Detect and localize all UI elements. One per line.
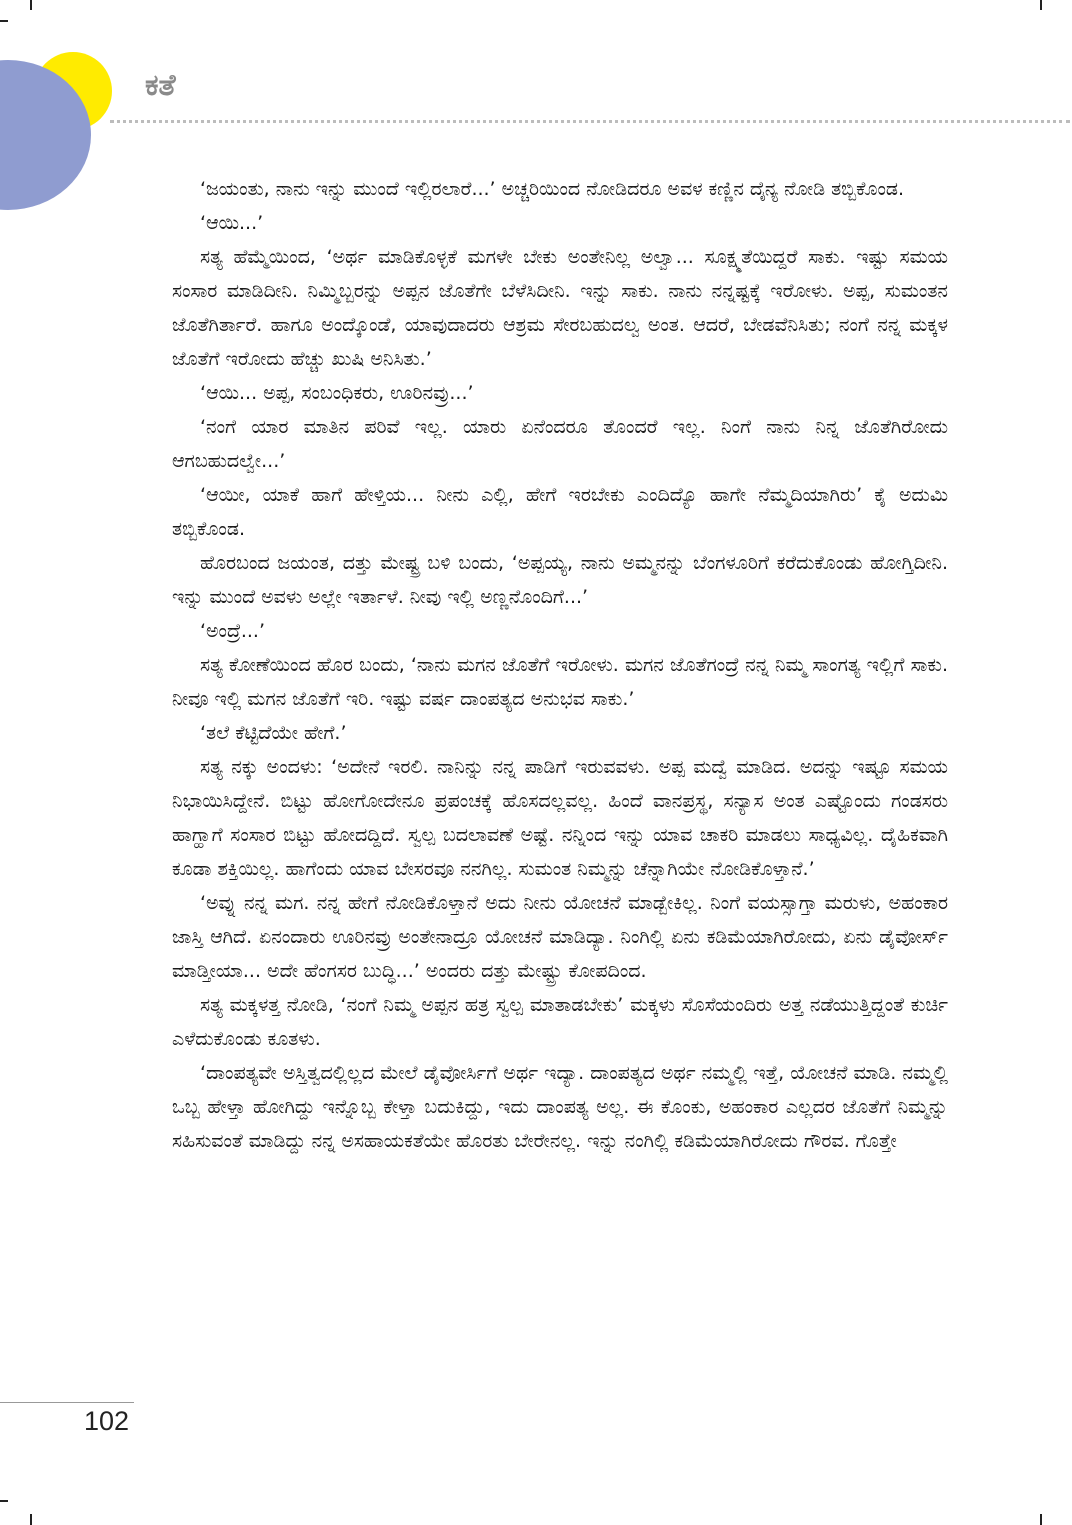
paragraph: ‘ತಲೆ ಕೆಟ್ಟಿದೆಯೇ ಹೇಗೆ.’ — [200, 722, 347, 744]
paragraph: ‘ಆಯೀ, ಯಾಕೆ ಹಾಗೆ ಹೇಳ್ತಿಯ... ನೀನು ಎಲ್ಲಿ, ಹೇಗೆ ಇರಬೇಕು ಎಂದಿದ್ಯೊ ಹಾಗೇ ನೆಮ್ಮದಿಯಾಗಿರು’ ಕೈ ಅದುಮಿ ತಬ್ಬಿಕೊಂಡ. — [172, 484, 948, 540]
paragraph: ಸತ್ಯ ನಕ್ಕು ಅಂದಳು: ‘ಅದೇನೆ ಇರಲಿ. ನಾನಿನ್ನು ನನ್ನ ಪಾಡಿಗೆ ಇರುವವಳು. ಅಪ್ಪ ಮದ್ವೆ ಮಾಡಿದ. ಅದನ್ನು ಇಷ್ಟೂ ಸಮಯ ನಿಭಾಯಿಸಿದ್ದೇನೆ. ಬಿಟ್ಟು ಹೋಗೋದೇನೂ ಪ್ರಪಂಚಕ್ಕೆ ಹೊಸದಲ್ಲವಲ್ಲ. ಹಿಂದೆ ವಾನಪ್ರಸ್ಥ, ಸನ್ಯಾಸ ಅಂತ ಎಷ್ಟೊಂದು ಗಂಡಸರು ಹಾಗ್ಹಾಗೆ ಸಂಸಾರ ಬಿಟ್ಟು ಹೋದದ್ದಿದೆ. ಸ್ವಲ್ಪ ಬದಲಾವಣೆ ಅಷ್ಟೆ. ನನ್ನಿಂದ ಇನ್ನು ಯಾವ ಚಾಕರಿ ಮಾಡಲು ಸಾಧ್ಯವಿಲ್ಲ. ದೈಹಿಕವಾಗಿ ಕೂಡಾ ಶಕ್ತಿಯಿಲ್ಲ. ಹಾಗೆಂದು ಯಾವ ಬೇಸರವೂ ನನಗಿಲ್ಲ. ಸುಮಂತ ನಿಮ್ಮನ್ನು ಚೆನ್ನಾಗಿಯೇ ನೋಡಿಕೊಳ್ತಾನೆ.’ — [172, 756, 948, 880]
paragraph: ಸತ್ಯ ಹೆಮ್ಮೆಯಿಂದ, ‘ಅರ್ಥ ಮಾಡಿಕೊಳ್ಳಕೆ ಮಗಳೇ ಬೇಕು ಅಂತೇನಿಲ್ಲ ಅಲ್ವಾ... ಸೂಕ್ಷ್ಮತೆಯಿದ್ದರೆ ಸಾಕು. ಇಷ್ಟು ಸಮಯ ಸಂಸಾರ ಮಾಡಿದೀನಿ. ನಿಮ್ಮಿಬ್ಬರನ್ನು ಅಪ್ಪನ ಜೊತೆಗೇ ಬೆಳೆಸಿದೀನಿ. ಇನ್ನು ಸಾಕು. ನಾನು ನನ್ನಷ್ಟಕ್ಕೆ ಇರೋಳು. ಅಪ್ಪ, ಸುಮಂತನ ಜೊತೆಗಿರ್ತಾರೆ. ಹಾಗೂ ಅಂದ್ಕೊಂಡೆ, ಯಾವುದಾದರು ಆಶ್ರಮ ಸೇರಬಹುದಲ್ವ ಅಂತ. ಆದರೆ, ಬೇಡವೆನಿಸಿತು; ನಂಗೆ ನನ್ನ ಮಕ್ಕಳ ಜೊತೆಗೆ ಇರೋದು ಹೆಚ್ಚು ಖುಷಿ ಅನಿಸಿತು.’ — [172, 246, 948, 370]
crop-mark — [30, 1514, 32, 1525]
section-title: ಕತೆ — [145, 68, 176, 103]
paragraph: ‘ಆಯಿ... ಅಪ್ಪ, ಸಂಬಂಧಿಕರು, ಊರಿನವ್ರು...’ — [200, 382, 474, 404]
paragraph: ‘ದಾಂಪತ್ಯವೇ ಅಸ್ತಿತ್ವದಲ್ಲಿಲ್ಲದ ಮೇಲೆ ಡೈವೋರ್ಸಿಗೆ ಅರ್ಥ ಇದ್ಯಾ. ದಾಂಪತ್ಯದ ಅರ್ಥ ನಮ್ಮಲ್ಲಿ ಇತ್ತೆ, ಯೋಚನೆ ಮಾಡಿ. ನಮ್ಮಲ್ಲಿ ಒಬ್ಬ ಹೇಳ್ತಾ ಹೋಗಿದ್ದು ಇನ್ನೊಬ್ಬ ಕೇಳ್ತಾ ಬದುಕಿದ್ದು, ಇದು ದಾಂಪತ್ಯ ಅಲ್ಲ. ಈ ಕೊಂಕು, ಅಹಂಕಾರ ಎಲ್ಲದರ ಜೊತೆಗೆ ನಿಮ್ಮನ್ನು ಸಹಿಸುವಂತೆ ಮಾಡಿದ್ದು ನನ್ನ ಅಸಹಾಯಕತೆಯೇ ಹೊರತು ಬೇರೇನಲ್ಲ. ಇನ್ನು ನಂಗಿಲ್ಲಿ ಕಡಿಮೆಯಾಗಿರೋದು ಗೌರವ. ಗೊತ್ತೇ — [172, 1062, 948, 1152]
page-number: 102 — [84, 1406, 130, 1436]
crop-mark — [1040, 0, 1042, 10]
crop-mark — [0, 20, 8, 22]
paragraph: ಹೊರಬಂದ ಜಯಂತ, ದತ್ತು ಮೇಷ್ಟ್ರ ಬಳಿ ಬಂದು, ‘ಅಪ್ಪಯ್ಯ, ನಾನು ಅಮ್ಮನನ್ನು ಬೆಂಗಳೂರಿಗೆ ಕರೆದುಕೊಂಡು ಹೋಗ್ತಿದೀನಿ. ಇನ್ನು ಮುಂದೆ ಅವಳು ಅಲ್ಲೇ ಇರ್ತಾಳೆ. ನೀವು ಇಲ್ಲಿ ಅಣ್ಣನೊಂದಿಗೆ...’ — [172, 552, 948, 608]
paragraph: ‘ಆಯಿ...’ — [200, 212, 264, 234]
paragraph: ಸತ್ಯ ಕೋಣೆಯಿಂದ ಹೊರ ಬಂದು, ‘ನಾನು ಮಗನ ಜೊತೆಗೆ ಇರೋಳು. ಮಗನ ಜೊತೆಗಂದ್ರೆ ನನ್ನ ನಿಮ್ಮ ಸಾಂಗತ್ಯ ಇಲ್ಲಿಗೆ ಸಾಕು. ನೀವೂ ಇಲ್ಲಿ ಮಗನ ಜೊತೆಗೆ ಇರಿ. ಇಷ್ಟು ವರ್ಷ ದಾಂಪತ್ಯದ ಅನುಭವ ಸಾಕು.’ — [172, 654, 948, 710]
crop-mark — [1040, 1514, 1042, 1525]
paragraph: ‘ಅಂದ್ರೆ...’ — [200, 620, 266, 642]
paragraph: ಸತ್ಯ ಮಕ್ಕಳತ್ತ ನೋಡಿ, ‘ನಂಗೆ ನಿಮ್ಮ ಅಪ್ಪನ ಹತ್ರ ಸ್ವಲ್ಪ ಮಾತಾಡಬೇಕು’ ಮಕ್ಕಳು ಸೊಸೆಯಂದಿರು ಅತ್ತ ನಡೆಯುತ್ತಿದ್ದಂತೆ ಕುರ್ಚಿ ಎಳೆದುಕೊಂಡು ಕೂತಳು. — [172, 994, 948, 1050]
paragraph: ‘ನಂಗೆ ಯಾರ ಮಾತಿನ ಪರಿವೆ ಇಲ್ಲ. ಯಾರು ಏನೆಂದರೂ ತೊಂದರೆ ಇಲ್ಲ. ನಿಂಗೆ ನಾನು ನಿನ್ನ ಜೊತೆಗಿರೋದು ಆಗಬಹುದಲ್ವೇ...’ — [172, 416, 948, 472]
story-body — [172, 172, 948, 1392]
crop-mark — [0, 1500, 8, 1502]
header-dotted-divider — [110, 120, 1070, 123]
paragraph: ‘ಜಯಂತು, ನಾನು ಇನ್ನು ಮುಂದೆ ಇಲ್ಲಿರಲಾರೆ...’ ಅಚ್ಚರಿಯಿಂದ ನೋಡಿದರೂ ಅವಳ ಕಣ್ಣಿನ ದೈನ್ಯ ನೋಡಿ ತಬ್ಬಿಕೊಂಡ. — [200, 178, 905, 200]
footer-divider — [0, 1402, 134, 1403]
paragraph: ‘ಅವ್ನು ನನ್ನ ಮಗ. ನನ್ನ ಹೇಗೆ ನೋಡಿಕೊಳ್ತಾನೆ ಅದು ನೀನು ಯೋಚನೆ ಮಾಡ್ಬೇಕಿಲ್ಲ. ನಿಂಗೆ ವಯಸ್ಸಾಗ್ತಾ ಮರುಳು, ಅಹಂಕಾರ ಜಾಸ್ತಿ ಆಗಿದೆ. ಏನಂದಾರು ಊರಿನವ್ರು ಅಂತೇನಾದ್ರೂ ಯೋಚನೆ ಮಾಡಿದ್ಯಾ. ನಿಂಗಿಲ್ಲಿ ಏನು ಕಡಿಮೆಯಾಗಿರೋದು, ಏನು ಡೈವೋರ್ಸ್ ಮಾಡ್ತೀಯಾ... ಅದೇ ಹೆಂಗಸರ ಬುದ್ಧಿ...’ ಅಂದರು ದತ್ತು ಮೇಷ್ಟ್ರು ಕೋಪದಿಂದ. — [172, 892, 948, 982]
crop-mark — [30, 0, 32, 10]
